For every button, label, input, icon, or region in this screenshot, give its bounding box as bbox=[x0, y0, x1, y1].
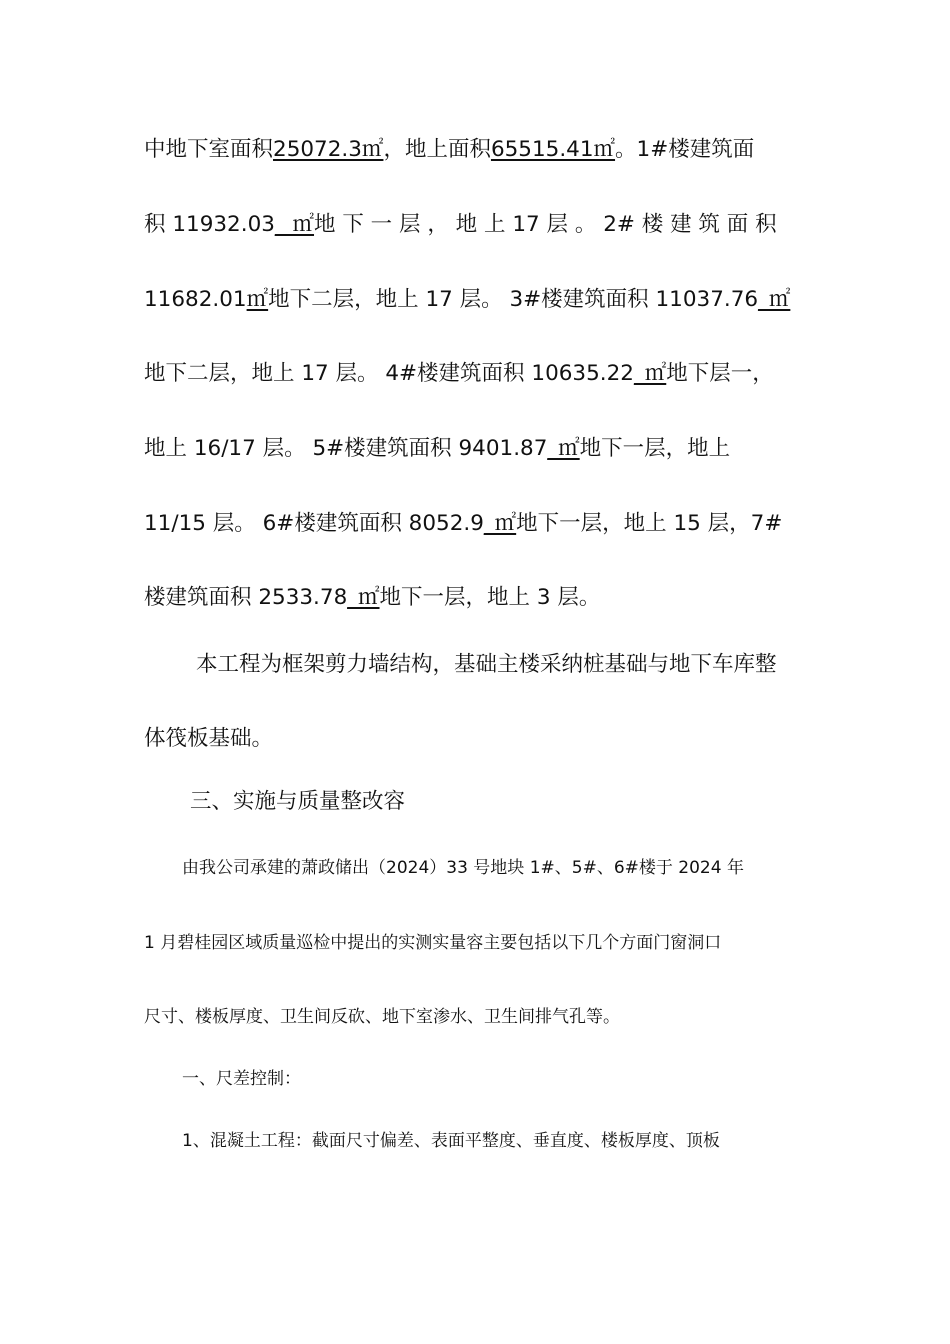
text-segment: 楼建筑面积 2533.78 bbox=[144, 585, 348, 610]
area-unit: _㎡ bbox=[758, 287, 791, 312]
paragraph-line bbox=[144, 285, 806, 315]
area-value: 65515.41㎡ bbox=[490, 137, 616, 162]
text-segment: 地下二层，地上 17 层。 4#楼建筑面积 10635.22 bbox=[144, 361, 634, 386]
text-segment: 11/15 层。 6#楼建筑面积 8052.9 bbox=[144, 511, 484, 536]
paragraph-line: 本工程为框架剪力墙结构，基础主楼采纳桩基础与地下车库整 bbox=[196, 652, 777, 677]
paragraph-line: 由我公司承建的萧政储出（2024）33 号地块 1#、5#、6#楼于 2024 年 bbox=[182, 858, 744, 878]
paragraph-line bbox=[144, 135, 806, 165]
paragraph-line: 1 月碧桂园区域质量巡检中提出的实测实量容主要包括以下几个方面门窗洞口 bbox=[144, 933, 722, 953]
paragraph-line bbox=[144, 359, 806, 389]
paragraph-line: 体筏板基础。 bbox=[144, 726, 274, 751]
text-segment: 地下层一， bbox=[666, 361, 774, 386]
text-segment: 中地下室面积 bbox=[144, 137, 274, 162]
paragraph-line bbox=[144, 583, 806, 613]
area-unit: ㎡ bbox=[246, 287, 269, 312]
text-segment: 地下一层，地上 bbox=[579, 436, 731, 461]
sub-heading: 一、尺差控制： bbox=[182, 1069, 301, 1089]
text-segment: ，地上面积 bbox=[383, 137, 491, 162]
text-segment: 11682.01 bbox=[144, 287, 247, 312]
list-item: 1、混凝土工程：截面尺寸偏差、表面平整度、垂直度、楼板厚度、顶板 bbox=[182, 1131, 720, 1151]
text-segment: 地下一层，地上 3 层。 bbox=[379, 585, 601, 610]
text-segment: 地 下 一 层 ， 地 上 17 层 。 2# 楼 建 筑 面 积 bbox=[314, 212, 777, 237]
paragraph-line: 尺寸、楼板厚度、卫生间反砍、地下室渗水、卫生间排气孔等。 bbox=[144, 1007, 620, 1027]
area-unit: _㎡ bbox=[347, 585, 380, 610]
area-unit: _㎡ bbox=[547, 436, 580, 461]
area-unit: _㎡ bbox=[483, 511, 517, 536]
section-heading: 三、实施与质量整改容 bbox=[190, 789, 406, 814]
text-segment: 地下二层，地上 17 层。 3#楼建筑面积 11037.76 bbox=[268, 287, 759, 312]
paragraph-line bbox=[144, 434, 806, 464]
area-value: 25072.3㎡ bbox=[273, 137, 384, 162]
text-segment: 积 11932.03 bbox=[144, 212, 275, 237]
area-unit: _ ㎡ bbox=[274, 212, 315, 237]
text-segment: 。1#楼建筑面 bbox=[615, 137, 755, 162]
text-segment: 地下一层，地上 15 层，7# bbox=[516, 511, 783, 536]
area-unit: _㎡ bbox=[633, 361, 667, 386]
paragraph-line bbox=[144, 210, 806, 240]
text-segment: 地上 16/17 层。 5#楼建筑面积 9401.87 bbox=[144, 436, 548, 461]
paragraph-line bbox=[144, 509, 806, 539]
